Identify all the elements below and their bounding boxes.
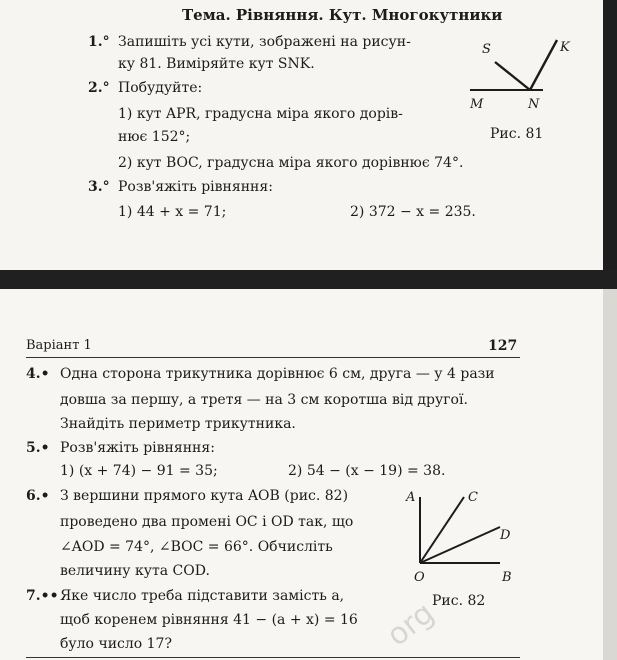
task-number: 4.•	[26, 366, 50, 382]
task-text: 2) кут BOC, градусна міра якого дорівнює 74°.	[118, 155, 464, 171]
task-text: було число 17?	[60, 636, 172, 652]
task-text: Одна сторона трикутника дорівнює 6 см, друга — у 4 рази	[60, 366, 495, 382]
task-text: проведено два промені OC і OD так, що	[60, 514, 354, 530]
task-text: Знайдіть периметр трикутника.	[60, 416, 296, 432]
task-number: 1.°	[88, 34, 110, 50]
task-text: Запишіть усі кути, зображені на рисун-	[118, 34, 411, 50]
task-text: З вершини прямого кута AOB (рис. 82)	[60, 488, 349, 504]
task-text: Розв'яжіть рівняння:	[60, 440, 215, 456]
task-number: 7.••	[26, 588, 59, 604]
task-number: 2.°	[88, 80, 110, 96]
bottom-rule	[26, 657, 520, 658]
task-text: ∠AOD = 74°, ∠BOC = 66°. Обчисліть	[60, 539, 333, 555]
label-c: C	[468, 490, 478, 505]
task-text: Яке число треба підставити замість a,	[60, 588, 345, 604]
label-n: N	[528, 97, 540, 112]
task-text: довша за першу, а третя — на 3 см коротша від другої.	[60, 392, 468, 408]
bottom-page	[0, 289, 603, 660]
header-rule	[26, 357, 520, 358]
task-text: нює 152°;	[118, 129, 191, 145]
figure-caption: Рис. 81	[490, 126, 544, 142]
task-text: ку 81. Виміряйте кут SNK.	[118, 56, 315, 72]
task-text: Побудуйте:	[118, 80, 203, 96]
page-edge	[603, 0, 617, 270]
top-page	[0, 0, 603, 270]
task-text: 1) кут APR, градусна міра якого дорів-	[118, 106, 403, 122]
watermark: org	[380, 595, 441, 654]
task-number: 3.°	[88, 179, 110, 195]
equation-1: 1) 44 + x = 71;	[118, 204, 227, 220]
running-header: Варіант 1	[26, 338, 92, 353]
label-o: O	[414, 570, 425, 585]
task-number: 6.•	[26, 488, 50, 504]
page-number: 127	[488, 338, 518, 354]
equation-2: 2) 372 − x = 235.	[350, 204, 476, 220]
label-d: D	[500, 528, 511, 543]
task-text: щоб коренем рівняння 41 − (a + x) = 16	[60, 612, 358, 628]
task-number: 5.•	[26, 440, 50, 456]
figure-caption: Рис. 82	[432, 593, 486, 609]
label-b: B	[502, 570, 512, 585]
figure-82	[400, 487, 530, 587]
ray-ns	[495, 62, 530, 90]
page-divider	[0, 270, 617, 289]
task-text: Розв'яжіть рівняння:	[118, 179, 273, 195]
label-k: K	[560, 40, 570, 55]
page-title: Тема. Рівняння. Кут. Многокутники	[182, 6, 503, 24]
label-s: S	[482, 42, 491, 57]
task-text: величину кута COD.	[60, 563, 210, 579]
page-edge	[603, 289, 617, 660]
equation-2: 2) 54 − (x − 19) = 38.	[288, 463, 446, 479]
label-m: M	[470, 97, 484, 112]
label-a: A	[406, 490, 416, 505]
ray-nk	[530, 40, 557, 90]
equation-1: 1) (x + 74) − 91 = 35;	[60, 463, 218, 479]
